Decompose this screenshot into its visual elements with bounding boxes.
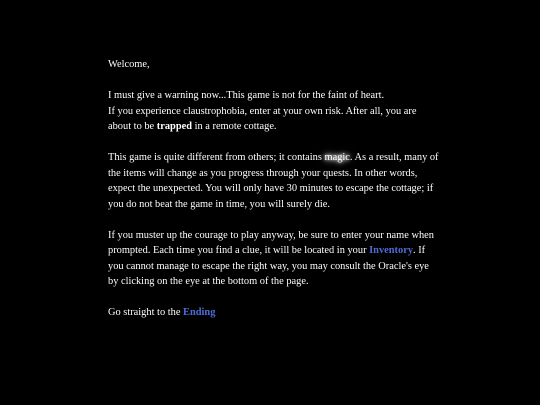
warning-paragraph [108, 88, 440, 135]
ending-link[interactable]: Ending [183, 307, 216, 318]
warning-line-2-end: in a remote cottage. [192, 121, 277, 132]
magic-glowing-word: magic [324, 152, 350, 163]
inventory-link[interactable]: Inventory [369, 245, 414, 256]
description-paragraph [108, 150, 440, 212]
warning-line-1: I must give a warning now...This game is not for the faint of heart. [108, 90, 385, 101]
ending-paragraph [108, 305, 440, 321]
instructions-paragraph [108, 228, 440, 290]
trapped-emphasis: trapped [156, 121, 192, 132]
greeting-label: Welcome, [108, 59, 150, 70]
instructions-end: . If you cannot manage to escape the right way, you may consult the Oracle's eye by clicking on the eye at the bottom of the page. [108, 245, 429, 287]
description-end: . As a result, many of the items will change as you progress through your quests. In other words, expect the unexpected. You will only have 30 minutes to escape the cottage; if you do not beat the game in time, you will surely die. [108, 152, 439, 210]
description-start: This game is quite different from others; it contains [108, 152, 325, 163]
ending-prefix: Go straight to the [108, 307, 184, 318]
intro-text-block [108, 57, 440, 321]
greeting-text [108, 57, 440, 73]
instructions-start: If you muster up the courage to play anyway, be sure to enter your name when prompted. Each time you find a clue, it will be located in your [108, 229, 434, 256]
warning-line-2-start: If you experience claustrophobia, enter at your own risk. After all, you are about to be [108, 105, 417, 132]
